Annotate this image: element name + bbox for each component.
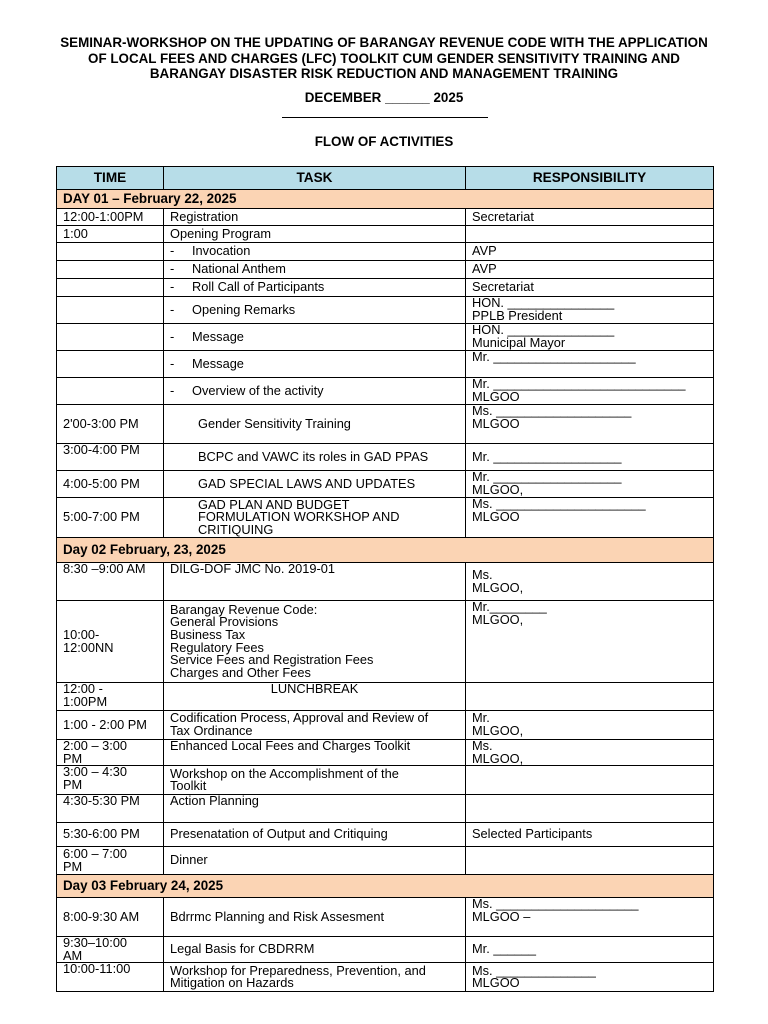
time-cell: 1:00 — [57, 226, 164, 243]
time-cell: 3:00-4:00 PM — [57, 444, 164, 471]
resp-line: PPLB President — [472, 308, 563, 323]
time-cell — [57, 937, 164, 963]
table-row — [57, 351, 714, 378]
day-label: Day 03 February 24, 2025 — [57, 875, 714, 898]
task-text: Opening Remarks — [192, 301, 296, 317]
task-cell: Opening Program — [164, 226, 466, 243]
day-row — [57, 190, 714, 209]
title-line: BARANGAY DISASTER RISK REDUCTION AND MANAGEMENT TRAINING — [149, 66, 619, 81]
table-row — [57, 963, 714, 992]
task-cell — [164, 601, 466, 683]
task-text: National Anthem — [192, 261, 286, 277]
task-cell: GAD SPECIAL LAWS AND UPDATES — [164, 471, 466, 498]
task-text: Invocation — [192, 243, 251, 259]
time-cell — [57, 740, 164, 766]
resp-line: MLGOO – — [472, 908, 531, 924]
task-cell — [164, 351, 466, 378]
resp-line: Municipal Mayor — [472, 335, 566, 350]
time-cell: 10:00-11:00 — [57, 963, 164, 992]
task-cell — [164, 766, 466, 795]
column-header-responsibility: RESPONSIBILITY — [466, 167, 714, 190]
time-line: 9:30–10:00 — [63, 936, 128, 951]
resp-line: Mr. ___________________________ — [472, 377, 686, 392]
task-cell: Legal Basis for CBDRRM — [164, 937, 466, 963]
time-cell: 2'00-3:00 PM — [57, 405, 164, 444]
task-cell: Enhanced Local Fees and Charges Toolkit — [164, 740, 466, 766]
bullet-dash: - — [170, 301, 175, 317]
responsibility-cell — [466, 226, 714, 243]
task-line: Tax Ordinance — [170, 723, 253, 738]
time-cell: 4:00-5:00 PM — [57, 471, 164, 498]
responsibility-cell: Mr. __________________ — [466, 444, 714, 471]
responsibility-cell — [466, 711, 714, 740]
responsibility-cell — [466, 351, 714, 378]
responsibility-cell — [466, 683, 714, 711]
task-line: Business Tax — [170, 626, 246, 642]
task-text: Roll Call of Participants — [192, 279, 325, 295]
resp-line: MLGOO, — [472, 482, 524, 497]
table-row — [57, 766, 714, 795]
task-text: Message — [192, 355, 244, 371]
time-cell — [57, 847, 164, 875]
time-cell — [57, 243, 164, 261]
bullet-dash: - — [170, 243, 175, 259]
task-cell — [164, 324, 466, 351]
responsibility-cell — [466, 766, 714, 795]
responsibility-cell — [466, 847, 714, 875]
table-row — [57, 563, 714, 601]
bullet-dash: - — [170, 279, 175, 295]
responsibility-cell: Mr. ______ — [466, 937, 714, 963]
bullet-dash: - — [170, 355, 175, 371]
task-line: Regulatory Fees — [170, 639, 264, 655]
time-line: 3:00 – 4:30 — [63, 765, 128, 780]
day-label: Day 02 February, 23, 2025 — [57, 538, 714, 563]
time-cell: 8:00-9:30 AM — [57, 898, 164, 937]
time-line: 6:00 – 7:00 — [63, 846, 128, 862]
resp-line: Ms. _____________________ — [472, 497, 646, 511]
task-line: Service Fees and Registration Fees — [170, 652, 374, 668]
resp-line: MLGOO — [472, 508, 520, 524]
table-row — [57, 471, 714, 498]
table-row — [57, 498, 714, 538]
resp-line: MLGOO, — [472, 611, 524, 627]
time-line: PM — [63, 858, 83, 874]
table-row — [57, 740, 714, 766]
task-cell: Gender Sensitivity Training — [164, 405, 466, 444]
time-cell — [57, 378, 164, 405]
underline-divider — [282, 117, 488, 118]
task-cell: Bdrrmc Planning and Risk Assesment — [164, 898, 466, 937]
task-line: Mitigation on Hazards — [170, 975, 294, 991]
day-label: DAY 01 – February 22, 2025 — [57, 190, 714, 209]
table-row — [57, 823, 714, 847]
column-header-time: TIME — [57, 167, 164, 190]
time-line: AM — [63, 947, 83, 963]
task-cell: Registration — [164, 209, 466, 226]
task-line: Toolkit — [170, 778, 207, 794]
resp-line: Mr. __________________ — [472, 470, 622, 485]
responsibility-cell — [466, 297, 714, 324]
table-row — [57, 279, 714, 297]
resp-line: Ms. ______________ — [472, 962, 596, 978]
time-line: PM — [63, 750, 83, 766]
day-row — [57, 538, 714, 563]
responsibility-cell — [466, 324, 714, 351]
task-line: Barangay Revenue Code: — [170, 601, 318, 617]
resp-line: Mr. — [472, 710, 490, 726]
task-line: General Provisions — [170, 614, 279, 630]
resp-line: Ms. — [472, 566, 493, 582]
responsibility-cell — [466, 378, 714, 405]
table-row — [57, 405, 714, 444]
table-row — [57, 683, 714, 711]
responsibility-cell — [466, 498, 714, 538]
responsibility-cell — [466, 601, 714, 683]
event-date: DECEMBER ______ 2025 — [304, 90, 464, 105]
responsibility-cell: AVP — [466, 261, 714, 279]
table-row — [57, 297, 714, 324]
task-line: Charges and Other Fees — [170, 664, 311, 680]
time-line: 12:00NN — [63, 639, 114, 655]
task-cell — [164, 297, 466, 324]
time-cell — [57, 683, 164, 711]
title-line: SEMINAR-WORKSHOP ON THE UPDATING OF BARANGAY REVENUE CODE WITH THE APPLICATION — [60, 35, 708, 50]
column-header-task: TASK — [164, 167, 466, 190]
responsibility-cell: Secretariat — [466, 279, 714, 297]
time-cell — [57, 279, 164, 297]
table-row — [57, 226, 714, 243]
table-row — [57, 937, 714, 963]
task-text: Overview of the activity — [192, 382, 324, 398]
task-cell — [164, 498, 466, 538]
resp-line: MLGOO — [472, 389, 520, 404]
task-cell: LUNCHBREAK — [164, 683, 466, 711]
task-cell: DILG-DOF JMC No. 2019-01 — [164, 563, 466, 601]
table-row — [57, 378, 714, 405]
task-line: CRITIQUING — [198, 521, 274, 537]
title-line: OF LOCAL FEES AND CHARGES (LFC) TOOLKIT CUM GENDER SENSITIVITY TRAINING AND — [88, 50, 680, 66]
time-line: 2:00 – 3:00 — [63, 739, 128, 753]
resp-line: HON. _______________ — [472, 296, 615, 311]
table-row — [57, 898, 714, 937]
task-cell — [164, 279, 466, 297]
time-cell — [57, 351, 164, 378]
responsibility-cell: AVP — [466, 243, 714, 261]
time-cell — [57, 297, 164, 324]
table-row — [57, 601, 714, 683]
time-cell: 4:30-5:30 PM — [57, 795, 164, 823]
table-row — [57, 847, 714, 875]
task-line: Workshop for Preparedness, Prevention, and — [170, 962, 426, 978]
task-line: FORMULATION WORKSHOP AND — [198, 509, 400, 525]
task-cell: BCPC and VAWC its roles in GAD PPAS — [164, 444, 466, 471]
resp-line: Mr.________ — [472, 600, 547, 614]
time-line: 1:00PM — [63, 693, 108, 709]
responsibility-cell — [466, 563, 714, 601]
resp-line: Ms. ___________________ — [472, 404, 632, 418]
bullet-dash: - — [170, 382, 175, 398]
time-cell — [57, 261, 164, 279]
task-line: GAD PLAN AND BUDGET — [198, 497, 350, 512]
time-cell — [57, 601, 164, 683]
table-row — [57, 209, 714, 226]
table-row — [57, 444, 714, 471]
resp-line: Ms. — [472, 739, 493, 753]
time-line: PM — [63, 776, 83, 792]
responsibility-cell — [466, 405, 714, 444]
time-cell: 5:00-7:00 PM — [57, 498, 164, 538]
task-text: Message — [192, 328, 244, 344]
resp-line: MLGOO, — [472, 750, 524, 766]
table-row — [57, 324, 714, 351]
resp-line: MLGOO — [472, 975, 520, 991]
task-cell — [164, 963, 466, 992]
resp-line: Ms. ____________________ — [472, 897, 639, 912]
task-cell — [164, 261, 466, 279]
task-cell: Presenatation of Output and Critiquing — [164, 823, 466, 847]
responsibility-cell: Secretariat — [466, 209, 714, 226]
task-cell — [164, 378, 466, 405]
responsibility-cell — [466, 795, 714, 823]
document-title — [40, 35, 728, 82]
responsibility-cell: Selected Participants — [466, 823, 714, 847]
task-cell — [164, 711, 466, 740]
resp-line: MLGOO — [472, 415, 520, 431]
resp-line: HON. _______________ — [472, 323, 615, 338]
responsibility-cell — [466, 471, 714, 498]
task-line: Codification Process, Approval and Review of — [170, 710, 429, 726]
time-line: 12:00 - — [63, 682, 103, 696]
time-line: 10:00- — [63, 626, 100, 642]
bullet-dash: - — [170, 328, 175, 344]
table-row — [57, 243, 714, 261]
time-cell — [57, 324, 164, 351]
table-row — [57, 795, 714, 823]
time-cell: 1:00 - 2:00 PM — [57, 711, 164, 740]
task-cell: Dinner — [164, 847, 466, 875]
responsibility-cell — [466, 963, 714, 992]
time-cell: 8:30 –9:00 AM — [57, 563, 164, 601]
task-cell: Action Planning — [164, 795, 466, 823]
header-row — [57, 167, 714, 190]
responsibility-cell — [466, 898, 714, 937]
table-row — [57, 261, 714, 279]
resp-line: MLGOO, — [472, 723, 524, 738]
activities-table — [56, 166, 714, 992]
resp-line: Mr. ____________________ — [472, 350, 636, 364]
resp-line: MLGOO, — [472, 579, 524, 595]
section-heading: FLOW OF ACTIVITIES — [314, 134, 454, 149]
time-cell: 12:00-1:00PM — [57, 209, 164, 226]
responsibility-cell — [466, 740, 714, 766]
time-cell: 5:30-6:00 PM — [57, 823, 164, 847]
time-cell — [57, 766, 164, 795]
table-row — [57, 711, 714, 740]
bullet-dash: - — [170, 261, 175, 277]
day-row — [57, 875, 714, 898]
task-cell — [164, 243, 466, 261]
task-line: Workshop on the Accomplishment of the — [170, 765, 399, 781]
